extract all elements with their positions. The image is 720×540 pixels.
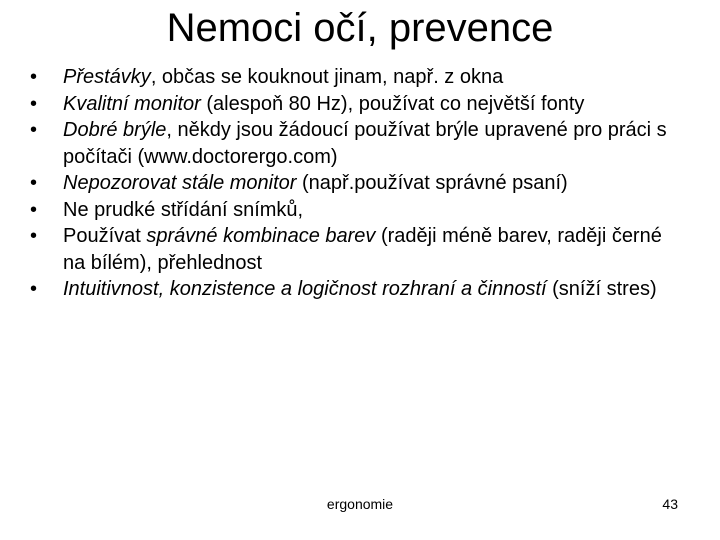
bullet-marker: • <box>30 66 38 88</box>
emphasis-text: Dobré brýle <box>63 119 167 141</box>
footer-label: ergonomie <box>326 496 394 512</box>
bullet-marker: • <box>30 172 38 194</box>
bullet-item <box>30 64 680 91</box>
emphasis-text: Nepozorovat stále monitor <box>63 172 297 194</box>
bullet-marker: • <box>30 92 38 115</box>
bullet-item <box>30 117 680 170</box>
emphasis-text: Intuitivnost, konzistence a logičnost rozhraní a činností <box>63 278 547 300</box>
bullet-item <box>30 223 680 276</box>
bullet-text: (např.používat správné psaní) <box>296 172 568 194</box>
bullet-text: , občas se kouknout jinam, např. z okna <box>150 66 504 88</box>
bullet-marker: • <box>30 278 38 300</box>
bullet-text: (alespoň 80 Hz), používat co největší fonty <box>200 92 585 115</box>
bullet-text: (raději méně barev, raději černé na bílém), přehlednost <box>63 225 662 274</box>
bullet-text: Používat <box>63 225 147 247</box>
bullet-marker: • <box>30 198 38 221</box>
bullet-item <box>30 276 680 303</box>
emphasis-text: správné kombinace barev <box>146 225 376 247</box>
bullet-text: Ne prudké střídání snímků, <box>63 198 304 221</box>
bullet-text: , někdy jsou žádoucí používat brýle upravené pro práci s počítači (www.doctorergo.com) <box>63 119 667 168</box>
emphasis-text: Přestávky <box>63 66 151 88</box>
bullet-marker: • <box>30 119 38 141</box>
bullet-text: (sníží stres) <box>546 278 657 300</box>
bullet-item <box>30 91 680 118</box>
bullet-item <box>30 197 680 224</box>
bullet-marker: • <box>30 225 38 247</box>
emphasis-text: Kvalitní monitor <box>63 92 201 115</box>
bullet-item <box>30 170 680 197</box>
page-number: 43 <box>662 496 678 512</box>
slide-title: Nemoci očí, prevence <box>166 6 554 50</box>
bullet-list <box>30 64 680 303</box>
